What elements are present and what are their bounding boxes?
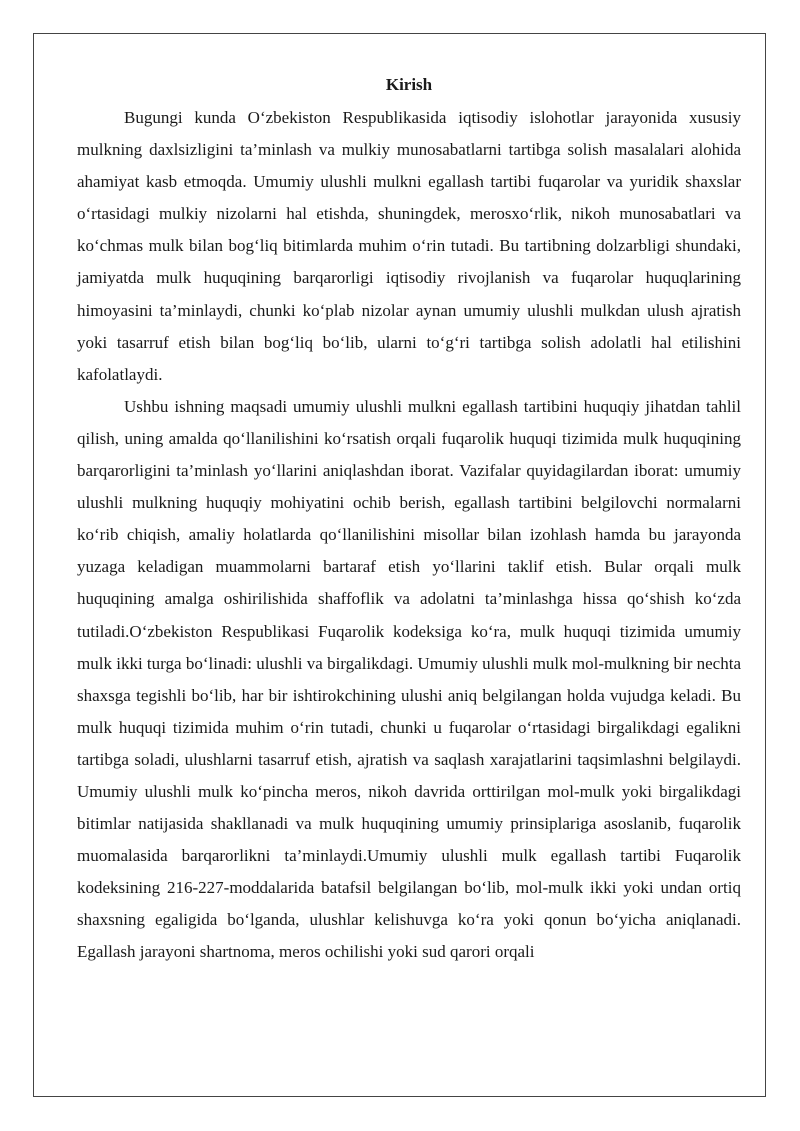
paragraph-objective: Ushbu ishning maqsadi umumiy ulushli mulkni egallash tartibini huquqiy jihatdan tahlil qilish, uning amalda qo‘llanilishini ko‘rsatish orqali fuqarolik huquqi tizimida mulk huquqining barqarorligini ta’minlash yo‘llarini aniqlashdan iborat. Vazifalar quyidagilardan iborat: umumiy ulushli mulkning huquqiy mohiyatini ochib berish, egallash tartibini belgilovchi normalarni ko‘rib chiqish, amaliy holatlarda qo‘llanilishini misollar bilan izohlash hamda bu jarayonda yuzaga keladigan muammolarni bartaraf etish yo‘llarini taklif etish. Bular orqali mulk huquqining amalga oshirilishida shaffoflik va adolatni ta’minlashga hissa qo‘shish ko‘zda tutiladi.O‘zbekiston Respublikasi Fuqarolik kodeksiga ko‘ra, mulk huquqi tizimida umumiy mulk ikki turga bo‘linadi: ulushli va birgalikdagi. Umumiy ulushli mulk mol-mulkning bir nechta shaxsga tegishli bo‘lib, har bir ishtirokchining ulushi aniq belgilangan holda vujudga keladi. Bu mulk huquqi tizimida muhim o‘rin tutadi, chunki u fuqarolar o‘rtasidagi birgalikdagi egalikni tartibga soladi, ulushlarni tasarruf etish, ajratish va saqlash xarajatlarini taqsimlashni belgilaydi. Umumiy ulushli mulk ko‘pincha meros, nikoh davrida orttirilgan mol-mulk yoki birgalikdagi bitimlar natijasida shakllanadi va mulk huquqining umumiy prinsiplariga asoslanib, fuqarolik muomalasida barqarorlikni ta’minlaydi.Umumiy ulushli mulk egallash tartibi Fuqarolik kodeksining 216-227-moddalarida batafsil belgilangan bo‘lib, mol-mulk ikki yoki undan ortiq shaxsning egaligida bo‘lganda, ulushlar kelishuvga ko‘ra yoki qonun bo‘yicha aniqlanadi. Egallash jarayoni shartnoma, meros ochilishi yoki sud qarori orqali [77,396,741,962]
paragraph-intro: Bugungi kunda O‘zbekiston Respublikasida iqtisodiy islohotlar jarayonida xususiy mulkning daxlsizligini ta’minlash va mulkiy munosabatlarni tartibga solish masalalari alohida ahamiyat kasb etmoqda. Umumiy ulushli mulkni egallash tartibi fuqarolar va yuridik shaxslar o‘rtasidagi mulkiy nizolarni hal etishda, shuningdek, merosxo‘rlik, nikoh munosabatlari va ko‘chmas mulk bilan bog‘liq bitimlarda muhim o‘rin tutadi. Bu tartibning dolzarbligi shundaki, jamiyatda mulk huquqining barqarorligi iqtisodiy rivojlanish va fuqarolar huquqlarining himoyasini ta’minlaydi, chunki ko‘plab nizolar aynan umumiy ulushli mulkdan ulush ajratish yoki tasarruf etish bilan bog‘liq bo‘lib, ularni to‘g‘ri tartibga solish adolatli hal etilishini kafolatlaydi. [77,108,741,384]
document-title: Kirish [385,75,433,94]
document-body [77,72,741,969]
